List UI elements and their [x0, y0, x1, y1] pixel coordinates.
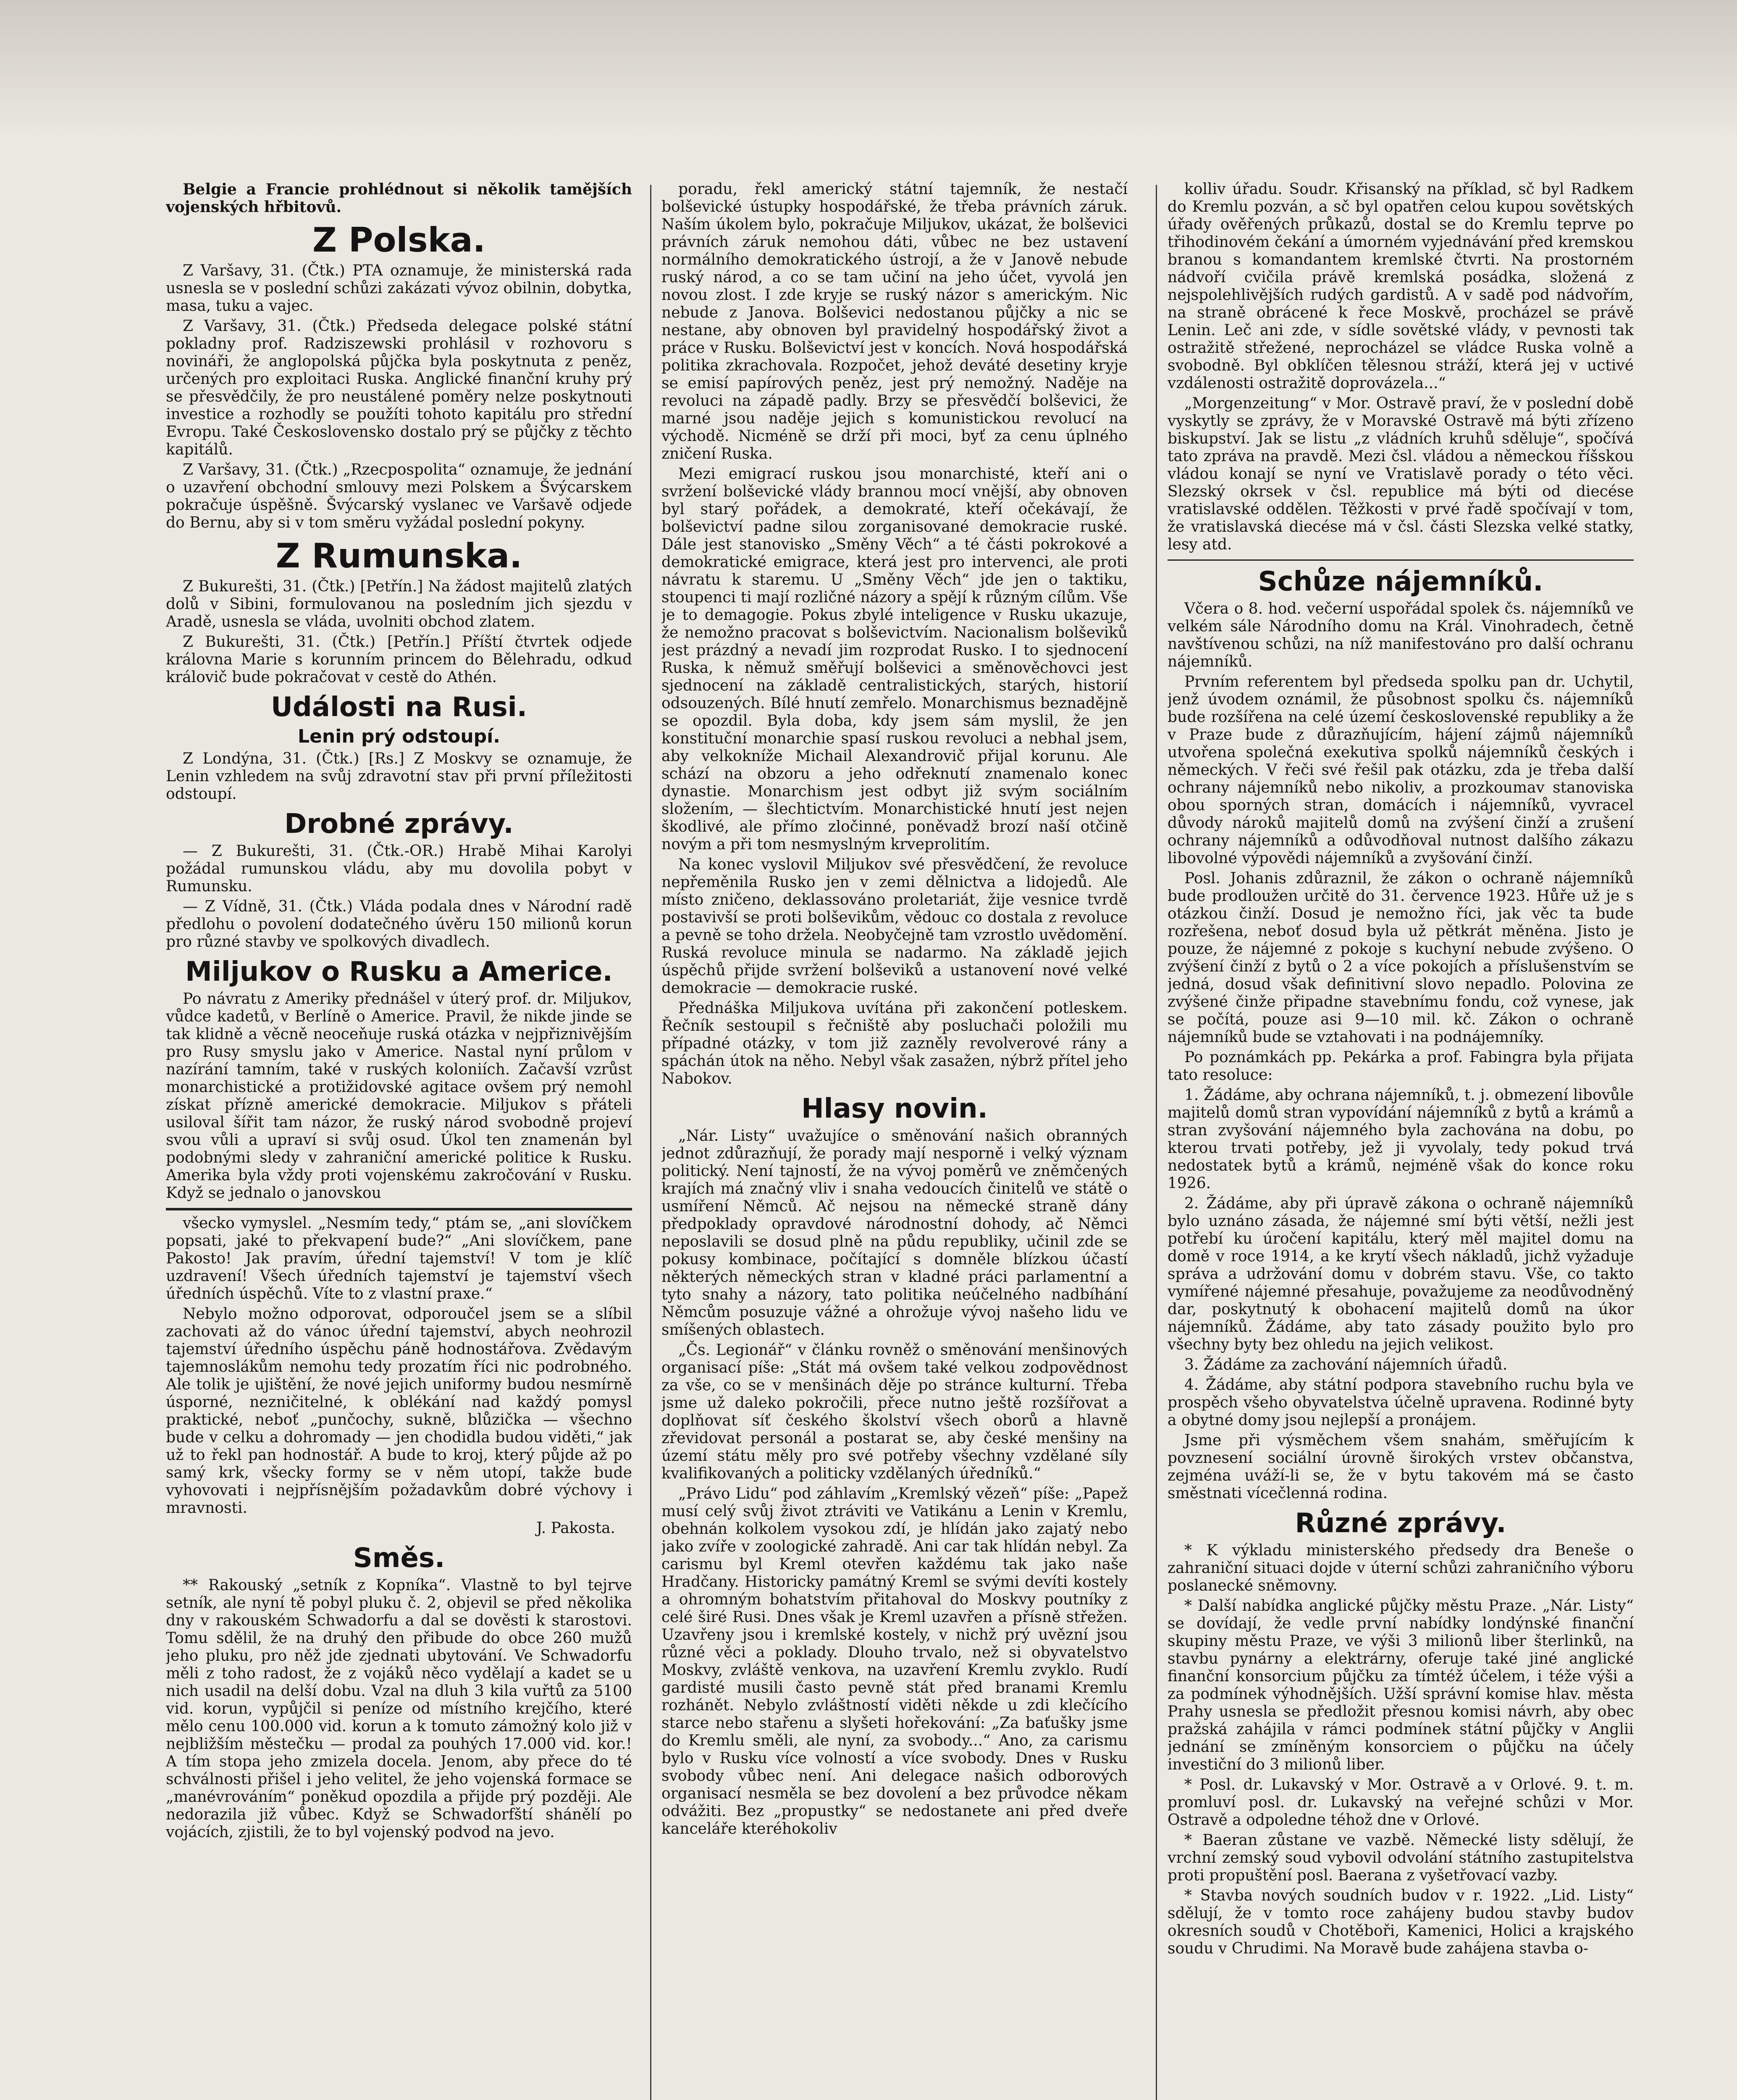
schuze-paragraph-3: Posl. Johanis zdůraznil, že zákon o ochraně nájemníků bude prodloužen určitě do 31. července 1923. Hůře už je s otázkou činží. Dosud je nemožno říci, jak věc ta bude rozřešena, neboť dosud byla už pětkrát měněna. Jisto je pouze, že nájemné z pokoje s kuchyní nebude zvýšeno. O zvýšení činží z bytů o 2 a více pokojích a příslušenstvím se jedná, dosud však definitivní slovo nepadlo. Polovina ze zvýšené činže připadne stavebnímu fondu, což vynese, jak se počítá, pouze asi 9—10 mil. kč. Zákon o ochraně nájemníků bude se vztahovati i na podnájemníky. [1168, 870, 1634, 1046]
smes-paragraph-1: ** Rakouský „setník z Kopníka“. Vlastně to byl tejrve setník, ale nyní tě pobyl pluku č. 2, objevil se před několika dny v rakouském Schwadorfu a dal se dověsti k starostovi. Tomu sdělil, že na druhý den přibude do obce 260 mužů jeho pluku, pro něž jde zjednati ubytování. Ve Schwadorfu měli z toho radost, že z vojáků něco vydělají a kadet se u nich usadil na delší dobu. Vzal na dluh 3 kila vuřtů za 5100 vid. korun, vypůjčil si peníze od místního krejčího, které mělo cenu 100.000 vid. korun a k tomuto zámožný kolo již v nejbližším městečku — prodal za pouhých 17.000 vid. kor.! A tím stopa jeho zmizela docela. Jenom, aby přece do té schválnosti přišel i jeho velitel, že jeho vojenská formace se „manévrováním“ poněkud opozdila a přijde prý později. Ale nedorazila již vůbec. Když se Schwadorfští shánělí po vojácích, zjistili, že to byl vojenský podvod na jevo. [166, 1577, 632, 1841]
rumunsko-paragraph-1: Z Bukurešti, 31. (Čtk.) [Petřín.] Na žádost majitelů zlatých dolů v Sibini, formulovanou na posledním jich sjezdu v Aradě, usnesla se vláda, uvolniti obchod zlatem. [166, 578, 632, 630]
intro-text: Belgie a Francie prohlédnout si několik tamějších vojenských hřbitovů. [166, 181, 632, 216]
drobne-paragraph-2: — Z Vídně, 31. (Čtk.) Vláda podala dnes v Národní radě předlohu o povolení dodatečného úvěru 150 milionů korun pro různé stavby ve spolkových divadlech. [166, 898, 632, 950]
heading-schuze-najemniku: Schůze nájemníků. [1258, 566, 1543, 597]
feuilleton-signature: J. Pakosta. [536, 1520, 615, 1537]
hlasy-paragraph-1: „Nár. Listy“ uvažujíce o směnování našich obranných jednot zdůrazňují, že porady mají nesporně i velký význam politický. Není tajností, že na vývoj poměrů ve zněmčených krajích má značný vliv i snaha vedoucích činitelů ve státě o usmíření Němců. Ač nejsou na německé straně dány předpoklady opravdové národnostní dohody, ač Němci neposlavili se dosud plně na půdu republiky, učinil zde se pokusy kombinace, počítající s domněle blízkou účastí některých německých stran v kladné práci parlamentní a tyto snahy a názory, tato politika neúčelného nadbíhání Němcům posuzuje vážné a ohrožuje vývoj našeho lidu ve smíšených oblastech. [661, 1127, 1128, 1339]
ruzne-paragraph-1: * K výkladu ministerského předsedy dra Beneše o zahraniční situaci dojde v úterní schůzi zahraničního výboru poslanecké sněmovny. [1168, 1542, 1634, 1594]
heading-ruzne-zpravy: Různé zprávy. [1295, 1508, 1506, 1539]
feuilleton-paragraph-1: všecko vymyslel. „Nesmím tedy,“ ptám se, „ani slovíčkem popsati, jaké to překvapení bude?“ „Ani slovíčkem, pane Pakosto! Jak pravím, úřední tajemství! V tom je klíč uzdravení! Všech úředních tajemství je tajemství všech úředních úspěchů. Víte to z vlastní praxe.“ [166, 1215, 632, 1302]
miljukov-continued-1: poradu, řekl americký státní tajemník, že nestačí bolševické ústupky hospodářské, že třeba právních záruk. Naším úkolem bylo, pokračuje Miljukov, ukázat, že bolševici právních záruk nemohou dáti, vůbec ne bez ustavení normálního demokratického ústrojí, a že v Janově nebude ruský národ, a co se tam učiní na jeho účet, vyvolá jen novou zlost. I zde kryje se ruský názor s americkým. Nic nebude z Janova. Bolševici nedostanou půjčky a nic se nestane, aby obnoven byl pravidelný hospodářský život a práce v Rusku. Bolševictví jest v koncích. Nová hospodářská politika zkrachovala. Rozpočet, jehož deváté desetiny kryje se emisí papírových peněz, jest prý nemožný. Naděje na revoluci na západě padly. Brzy se přesvědčí bolševici, že marné jsou naděje jejich s komunistickou revolucí na východě. Nicméně se drží při moci, byť za cenu úplného zničení Ruska. [661, 181, 1128, 462]
resolution-item-5: Jsme při výsměchem všem snahám, směřujícím k povznesení sociální úrovně širokých vrstev občanstva, zejména uváží-li se, že v bytu takovém má se často směstnati vícečlenná rodina. [1168, 1432, 1634, 1502]
hlasy-paragraph-2: „Čs. Legionář“ v článku rovněž o směnování menšinových organisací píše: „Stát má ovšem také velkou zodpovědnost za vše, co se v menšinách děje po stránce kulturní. Třeba jsme už daleko pokročili, přece nutno ještě rozšířovat a doplňovat síť českého školství všech oborů a hlavně zřevidovat personál a postarat se, aby české menšiny na území státu měly pro své potřeby všechny vzdělané síly kvalifikovaných a politicky vzdělaných úředníků.“ [661, 1341, 1128, 1482]
heading-rumunsko: Z Rumunska. [276, 536, 522, 575]
miljukov-paragraph: Po návratu z Ameriky přednášel v úterý prof. dr. Miljukov, vůdce kadetů, v Berlíně o Americe. Pravil, že nikde jinde se tak klidně a věcně neoceňuje ruská otázka v nejpřiznivějším pro Rusy smyslu jako v Americe. Nastal nyní průlom v nazírání tamním, také v ruských koloniích. Začavší vzrůst monarchistické a protižidovské agitace ovšem prý nemohl získat přízně americké demokracie. Miljukov s přáteli usiloval šířit tam názor, že ruský národ svobodně projeví svou vůli a upraví si svůj osud. Úkol ten znamenán byl podobnými sledy v zahraniční americké politice k Rusku. Amerika byla vždy proti vojenskému zakročování v Rusku. Když se jednalo o janovskou [166, 990, 632, 1202]
column-1 [166, 181, 632, 2100]
resolution-item-2: 2. Žádáme, aby při úpravě zákona o ochraně nájemníků bylo uznáno zásada, že nájemné smí býti větší, nežli jest potřebí ku úročení kapitálu, který měl majitel domu na domě v roce 1914, a ke krytí všech nákladů, jichž vyžaduje správa a udržování domu v dobrém stavu. Vše, co takto vymířené nájemné přesahuje, považujeme za neodůvodněný dar, poskytnutý k obohacení majitelů domů na úkor nájemníků. Žádáme, aby tato zásady použito bylo pro všechny byty bez ohledu na jejich velikost. [1168, 1195, 1634, 1353]
column-rule-1 [650, 185, 651, 2100]
heading-rusi: Události na Rusi. [271, 692, 527, 723]
column-rule-2 [1156, 185, 1157, 2100]
schuze-paragraph-1: Včera o 8. hod. večerní uspořádal spolek čs. nájemníků ve velkém sále Národního domu na Král. Vinohradech, četně navštívenou schůzi, na níž manifestováno pro další ochranu nájemníků. [1168, 600, 1634, 670]
heading-polska: Z Polska. [312, 220, 486, 260]
ruzne-paragraph-3: * Posl. dr. Lukavský v Mor. Ostravě a v Orlové. 9. t. m. promluví posl. dr. Lukavský na veřejné schůzi v Mor. Ostravě a odpoledne téhož dne v Orlové. [1168, 1776, 1634, 1829]
morgenzeitung-paragraph: „Morgenzeitung“ v Mor. Ostravě praví, že v poslední době vyskytly se zprávy, že v Moravské Ostravě má býti zřízeno biskupství. Jak se listu „z vládních kruhů sděluje“, spočívá tato zpráva na pravdě. Mezi čsl. vládou a německou říšskou vládou konají se nyní ve Vratislavě porady o této věci. Slezský okrsek v čsl. republice má býti od diecése vratislavské oddělen. Těžkosti v prvé řadě spočívají v tom, že vratislavská diecése má v čsl. části Slezska velké statky, lesy atd. [1168, 395, 1634, 553]
resolution-item-3: 3. Žádáme za zachování nájemních úřadů. [1184, 1356, 1508, 1373]
drobne-paragraph-1: — Z Bukurešti, 31. (Čtk.-OR.) Hrabě Mihai Karolyi požádal rumunskou vládu, aby mu dovolila pobyt v Rumunsku. [166, 843, 632, 895]
feuilleton-separator [166, 1208, 632, 1210]
feuilleton-paragraph-2: Nebylo možno odporovat, odporoučel jsem se a slíbil zachovati až do vánoc úřední tajemství, abych neohrozil tajemství úředního úspěchu páně hodnostářova. Zvědavým tajemnoslákům nemohu tedy prozatím říci nic podrobného. Ale tolik je ujištění, že nové jejich uniformy budou nesmírně úsporné, nezničitelné, k oblékání nad každý pomysl praktické, neboť „punčochy, sukně, blůzička — všechno bude v celku a dohromady — jen chodidla budou viděti,“ jak už to řekl pan hodnostář. A bude to kroj, který půjde až po samý krk, všecky formy se v něm utopí, takže bude vyhovovati i nejpřísnějším požadavkům dobré výchovy i mravnosti. [166, 1305, 632, 1517]
heading-smes: Směs. [353, 1543, 445, 1574]
column-2 [661, 181, 1128, 2100]
polska-paragraph-2: Z Varšavy, 31. (Čtk.) Předseda delegace polské státní pokladny prof. Radziszewski prohlásil v rozhovoru s novináři, že anglopolská půjčka byla poskytnuta z peněz, určených pro exploitaci Ruska. Anglické finanční kruhy prý se přesvědčily, že pro neustálené poměry nelze poskytnouti investice a rozhodly se použíti tohoto kapitálu pro střední Evropu. Také Československo dostalo prý se půjčky z těchto kapitálů. [166, 318, 632, 458]
subheading-lenin: Lenin prý odstoupí. [298, 726, 500, 747]
schuze-paragraph-2: Prvním referentem byl předseda spolku pan dr. Uchytil, jenž úvodem oznámil, že působnost spolku čs. nájemníků bude rozšířena na celé území československé republiky a že v Praze bude z důrazňujícím, hájení zájmů nájemníků utvořena společná exekutiva spolků nájemníků českých i německých. V řeči své řešil pak otázku, zda je třeba další ochrany nájemníků nebo nikoliv, a prozkoumav stanoviska obou sporných stran, domácích i nájemníků, vyvracel důvody nároků majitelů domů na zvýšení činží a zrušení ochrany nájemníků a odůvodňoval nutnost dalšího zákazu libovolné výpovědi nájemníků a zvyšování činží. [1168, 673, 1634, 867]
heading-miljukov: Miljukov o Rusku a Americe. [185, 956, 613, 987]
lenin-paragraph: Z Londýna, 31. (Čtk.) [Rs.] Z Moskvy se oznamuje, že Lenin vzhledem na svůj zdravotní stav při první příležitosti odstoupí. [166, 750, 632, 803]
page-top-margin [0, 0, 1737, 139]
ruzne-paragraph-5: * Stavba nových soudních budov v r. 1922. „Lid. Listy“ sdělují, že v tomto roce zahájeny budou stavby budov okresních soudů v Chotěboři, Kamenici, Holici a krajského soudu v Chrudimi. Na Moravě bude zahájena stavba o- [1168, 1887, 1634, 1957]
section-separator [1168, 559, 1634, 561]
kreml-continued: kolliv úřadu. Soudr. Křisanský na příklad, sč byl Radkem do Kremlu pozván, a sč byl opatřen celou kupou sovětských úřady ověřených průkazů, dostal se do Kremlu teprve po třihodinovém čekání a úmorném vyjednávání před kremskou branou s komandantem kremlské čtvrti. Na prostorném nádvoří cvičila právě kremlská posádka, složená z nejspolehlivějších rudých gardistů. A v sadě pod nádvořím, na straně obrácené k řece Moskvě, procházel se právě Lenin. Leč ani zde, v sídle sovětské vlády, v pevnosti tak ostražitě střežené, neprocházel se vládce Ruska volně a svobodně. Byl obklíčen tělesnou stráží, která jej v uctivé vzdálenosti ostražitě doprovázela...“ [1168, 181, 1634, 392]
column-3 [1168, 181, 1634, 2100]
miljukov-continued-4: Přednáška Miljukova uvítána při zakončení potleskem. Řečník sestoupil s řečniště aby posluchači položili mu případné otázky, v tom již zazněly revolverové rány a spáchán útok na něho. Nebyl však zasažen, nýbrž přítel jeho Nabokov. [661, 1000, 1128, 1087]
polska-paragraph-3: Z Varšavy, 31. (Čtk.) „Rzecpospolita“ oznamuje, že jednání o uzavření obchodní smlouvy mezi Polskem a Švýcarskem pokračuje úspěšně. Švýcarský vyslanec ve Varšavě odjede do Bernu, aby si v tom směru vyžádal poslední pokyny. [166, 461, 632, 531]
miljukov-continued-3: Na konec vyslovil Miljukov své přesvědčení, že revoluce nepřeměnila Rusko jen v zemi dělnictva a lidojedů. Ale místo zničeno, deklassováno proletariát, žije vesnice tvrdě postavivší se proti bolševikům, vědouc co dostala z revoluce a pevně se toho držela. Neobyčejně tam vzrostlo uvědomění. Ruská revoluce minula se nadarmo. Na základě jejich úspěchů přijde svržení bolševiků a ustanovení nové velké demokracie — demokracie ruské. [661, 856, 1128, 997]
hlasy-paragraph-3: „Právo Lidu“ pod záhlavím „Kremlský vězeň“ píše: „Papež musí celý svůj život ztráviti ve Vatikánu a Lenin v Kremlu, obehnán kolkolem vysokou zdí, je hlídán jako zajatý nebo jako zvíře v zoologické zahradě. Ani car tak hlídán nebyl. Za carismu byl Kreml otevřen každému tak jako naše Hradčany. Historicky památný Kreml se svými devíti kostely a ohromným bohatstvím přitahoval do Moskvy poutníky z celé širé Rusi. Dnes však je Kreml uzavřen a přísně střežen. Uzavřeny jsou i kremlské kostely, v nichž prý uvězní jsou různé věci a poklady. Dlouho trvalo, než si obyvatelstvo Moskvy, zvláště venkova, na uzavření Kremlu zvyklo. Rudí gardisté musili často pevně stát před branami Kremlu rozhánět. Nebylo zvláštností viděti někde u zdi klečícího starce nebo stařenu a slyšeti hořekování: „Za baťušky jsme do Kremlu směli, ale nyní, za svobody...“ Ano, za carismu bylo v Rusku více volností a více svobody. Dnes v Rusku svobody vůbec není. Ani delegace našich odborových organisací nesměla se bez dovolení a bez průvodce někam odvážiti. Bez „propustky“ se nedostanete ani před dveře kanceláře kteréhokoliv [661, 1485, 1128, 1838]
ruzne-paragraph-2: * Další nabídka anglické půjčky městu Praze. „Nár. Listy“ se dovídají, že vedle první nabídky londýnské finanční skupiny městu Praze, ve výši 3 milionů liber šterlinků, na stavbu pynárny a elektrárny, oferuje také jiné anglické finanční konsorcium půjčku za tímtéž účelem, i téže výši a za podmínek výhodnějších. Užší správní komise hlav. města Prahy usnesla se předložit přesnou komisi návrh, aby obec pražská zahájila v rámci podmínek státní půjčky v Anglii jednání se zmíněným konsorciem o půjčku na účely investiční do 3 milionů liber. [1168, 1597, 1634, 1773]
schuze-paragraph-4: Po poznámkách pp. Pekárka a prof. Fabingra byla přijata tato resoluce: [1168, 1049, 1634, 1084]
polska-paragraph-1: Z Varšavy, 31. (Čtk.) PTA oznamuje, že ministerská rada usnesla se v poslední schůzi zakázati vývoz obilnin, dobytka, masa, tuku a vajec. [166, 262, 632, 315]
ruzne-paragraph-4: * Baeran zůstane ve vazbě. Německé listy sdělují, že vrchní zemský soud vybovil odvolání státního zastupitelstva proti propuštění posl. Baerana z vyšetřovací vazby. [1168, 1832, 1634, 1884]
heading-hlasy-novin: Hlasy novin. [801, 1093, 988, 1124]
rumunsko-paragraph-2: Z Bukurešti, 31. (Čtk.) [Petřín.] Příští čtvrtek odjede královna Marie s korunním princem do Bělehradu, odkud královič bude pokračovat v cestě do Athén. [166, 633, 632, 686]
resolution-item-4: 4. Žádáme, aby státní podpora stavebního ruchu byla ve prospěch všeho obyvatelstva účelně upravena. Rodinné byty a obytné domy jsou nejlepší a pronájem. [1168, 1376, 1634, 1429]
miljukov-continued-2: Mezi emigrací ruskou jsou monarchisté, kteří ani o svržení bolševické vlády brannou mocí vnější, aby obnoven byl starý pořádek, a demokraté, kteří očekávají, že bolševictví padne silou zorganisované demokracie ruské. Dále jest stanovisko „Směny Věch“ a té části pokrokové a demokratické emigrace, která jest pro intervenci, ale proti návratu k staremu. U „Směny Věch“ jde jen o taktiku, stoupenci ti mají rozličné názory a spějí k různým cílům. Vše je to demagogie. Pokus zbylé inteligence v Rusku ukazuje, že nemožno pracovat s bolševictvím. Nacionalism bolševiků jest prázdný a nevadí jim rozprodat Rusko. I to sjednocení Ruska, k němuž směřují bolševici a směnověchovci jest sjednocení na základě centralistických, starých, historií odsouzených. Bílé hnutí zemřelo. Monarchismus beznadějně se opozdil. Byla doba, kdy jsem sám myslil, že jen konstituční monarchie spasí ruskou revoluci a nebhal jsem, aby velkokníže Michail Alexandrovič přijal korunu. Ale schází na obzoru a jeho odřeknutí znamenalo konec dynastie. Monarchism jest odbyt již svým sociálním složením, — šlechtictvím. Monarchistické hnutí jest nejen škodlivé, ale přímo zločinné, poněvadž brozí naší otčině novým a při tom nesmyslným krveprolitím. [661, 465, 1128, 853]
heading-drobne: Drobné zprávy. [284, 808, 514, 840]
resolution-item-1: 1. Žádáme, aby ochrana nájemníků, t. j. obmezení libovůle majitelů domů stran vypovídání nájemníků z bytů a krámů a stran zvyšování nájemného byla zachována na dobu, po kterou trvati potřeby, jež ji vyvolaly, tedy pokud trvá nedostatek bytů a krámů, nejméně však do konce roku 1926. [1168, 1087, 1634, 1192]
